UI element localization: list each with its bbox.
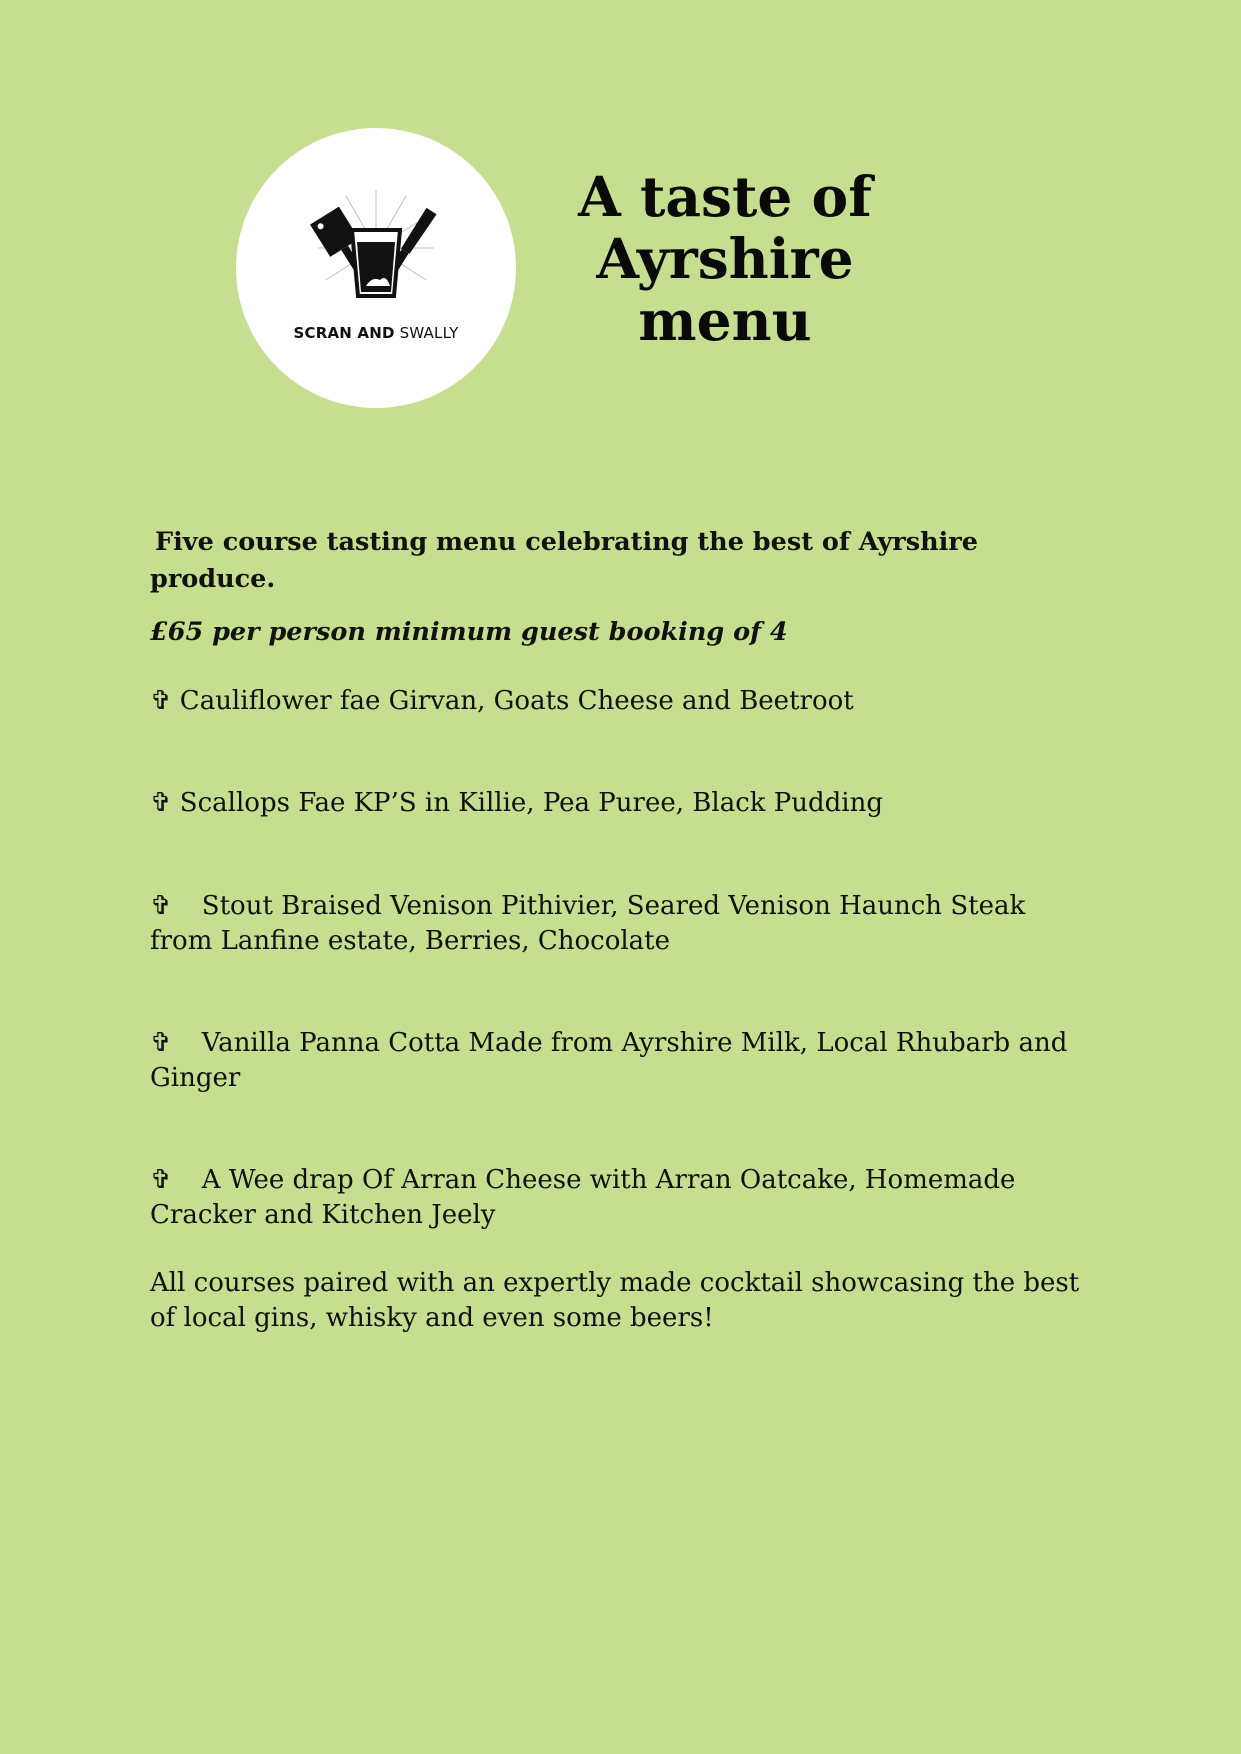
cross-icon: ✞	[150, 1165, 172, 1195]
course-item	[150, 1026, 1090, 1096]
page-title: A taste of Ayrshire menu	[578, 164, 872, 353]
menu-intro: Five course tasting menu celebrating the best of Ayrshire produce.	[150, 527, 978, 594]
cross-icon: ✞	[150, 1028, 172, 1058]
logo	[236, 128, 516, 408]
cross-icon: ✞	[150, 788, 172, 818]
cross-icon: ✞	[150, 891, 172, 921]
course-item	[150, 684, 1090, 719]
course-item	[150, 889, 1090, 959]
menu-price: £65 per person minimum guest booking of 4	[150, 617, 788, 647]
cross-icon: ✞	[150, 686, 172, 716]
course-text: Scallops Fae KP’S in Killie, Pea Puree, Black Pudding	[179, 788, 884, 818]
course-text: Cauliflower fae Girvan, Goats Cheese and Beetroot	[179, 686, 854, 716]
closing-note: All courses paired with an expertly made cocktail showcasing the best of local gins, whisky and even some beers!	[150, 1268, 1080, 1333]
cleaver-knife-glass-icon	[296, 188, 456, 308]
course-item	[150, 786, 1090, 821]
course-text: Vanilla Panna Cotta Made from Ayrshire Milk, Local Rhubarb and Ginger	[150, 1028, 1068, 1093]
course-text: A Wee drap Of Arran Cheese with Arran Oatcake, Homemade Cracker and Kitchen Jeely	[150, 1165, 1016, 1230]
course-item	[150, 1163, 1090, 1233]
logo-wordmark: SCRAN AND SWALLY	[293, 324, 459, 342]
course-text: Stout Braised Venison Pithivier, Seared Venison Haunch Steak from Lanfine estate, Berries, Chocolate	[150, 891, 1026, 956]
